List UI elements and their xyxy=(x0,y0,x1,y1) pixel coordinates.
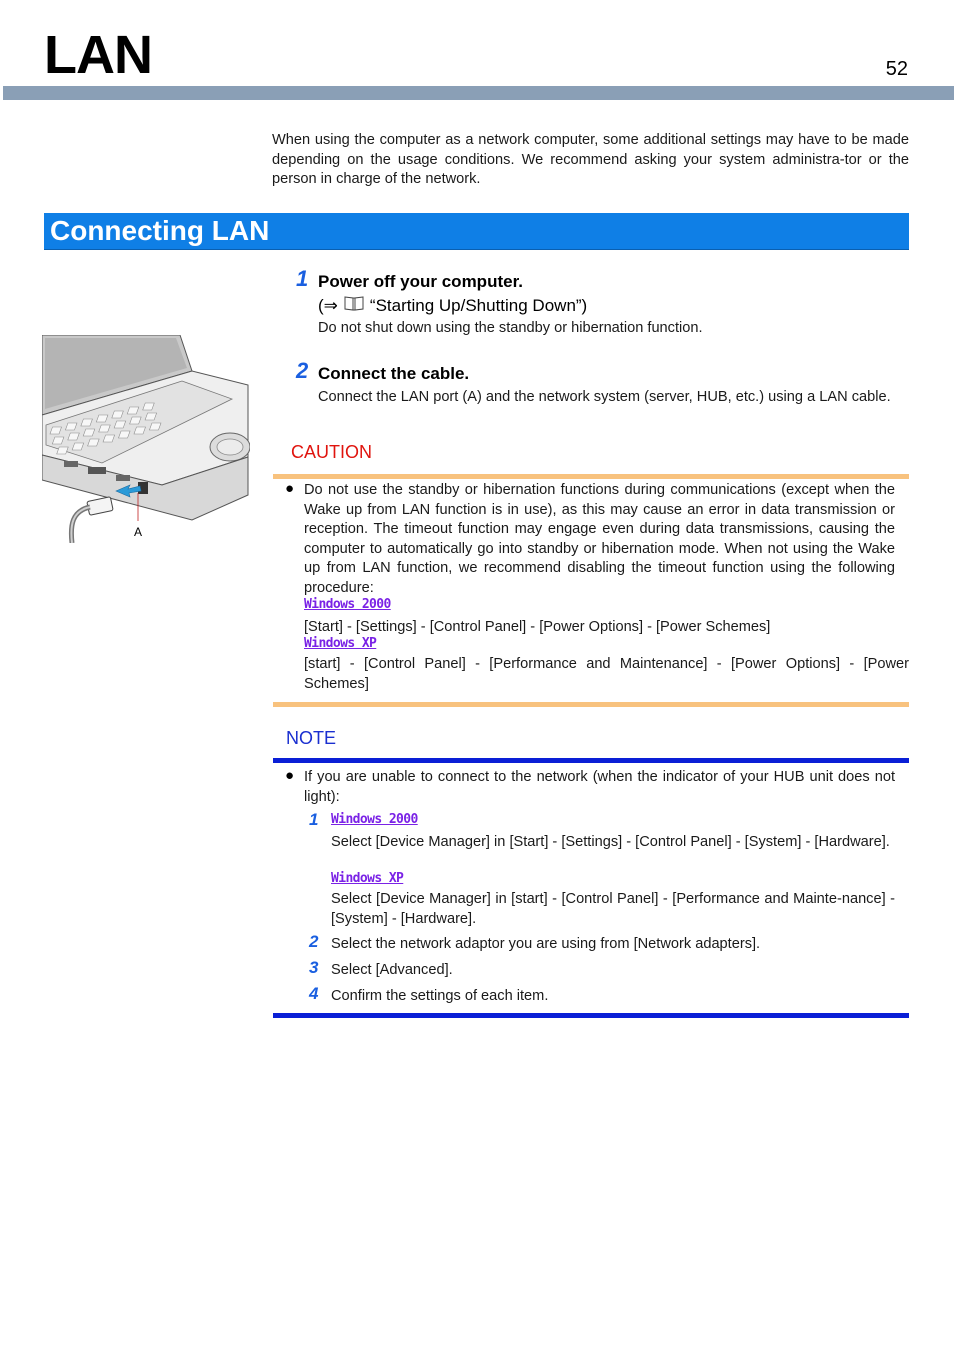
note-item-2-number: 2 xyxy=(309,932,319,951)
note-bullet: ● xyxy=(285,767,295,784)
section-title: Connecting LAN xyxy=(50,215,270,246)
step-1-title: Power off your computer. xyxy=(318,272,523,291)
page-title: LAN xyxy=(44,25,152,85)
caution-windows-xp-path: [start] - [Control Panel] - [Performance and Maintenance] - [Power Options] - [Power Schemes] xyxy=(304,656,909,692)
caution-windows-xp-link[interactable]: Windows XP xyxy=(304,636,377,651)
reference-prefix: (⇒ xyxy=(318,295,338,315)
step-2-detail: Connect the LAN port (A) and the network system (server, HUB, etc.) using a LAN cable. xyxy=(318,389,891,405)
caution-label: CAUTION xyxy=(291,442,372,462)
illustration-callout-label: A xyxy=(134,525,143,539)
book-icon xyxy=(344,295,364,316)
caution-bullet: ● xyxy=(285,480,295,497)
note-item-4-text: Confirm the settings of each item. xyxy=(331,988,549,1004)
page-number: 52 xyxy=(885,58,908,80)
note-windows-2000-link[interactable]: Windows 2000 xyxy=(331,812,418,827)
step-2-number: 2 xyxy=(296,358,309,383)
note-item-4-number: 4 xyxy=(309,984,319,1003)
caution-bottom-rule xyxy=(273,702,909,707)
laptop-lan-illustration xyxy=(42,335,250,543)
note-text: If you are unable to connect to the network (when the indicator of your HUB unit does not light): xyxy=(304,769,895,805)
note-item-3-number: 3 xyxy=(309,958,319,977)
note-top-rule xyxy=(273,758,909,763)
reference-link[interactable]: “Starting Up/Shutting Down”) xyxy=(369,295,588,315)
laptop-illustration-icon xyxy=(42,335,250,543)
note-label: NOTE xyxy=(286,728,337,748)
caution-text: Do not use the standby or hibernation functions during communications (except when the Wake up from LAN function is in use), as this may cause an error in data transmission or reception. The timeout function may engage even during data transmissions, causing the computer to automatically go into standby or hibernation mode. When not using the Wake up from LAN function, we recommend disabling the timeout function using the following procedure: xyxy=(304,482,895,596)
step-1-reference xyxy=(318,295,587,316)
caution-windows-2000-link[interactable]: Windows 2000 xyxy=(304,597,391,612)
note-item-2-text: Select the network adaptor you are using from [Network adapters]. xyxy=(331,936,761,952)
note-item-3-text: Select [Advanced]. xyxy=(331,962,453,978)
step-1-number: 1 xyxy=(296,266,309,291)
note-windows-2000-text: Select [Device Manager] in [Start] - [Settings] - [Control Panel] - [System] - [Hardware]. xyxy=(331,834,890,850)
intro-paragraph: When using the computer as a network computer, some additional settings may have to be made depending on the usage conditions. We recommend asking your system administra-tor or the person in charge of the network. xyxy=(272,132,909,188)
note-bottom-rule xyxy=(273,1013,909,1018)
note-item-1-number: 1 xyxy=(309,810,319,829)
caution-windows-2000-path: [Start] - [Settings] - [Control Panel] - [Power Options] - [Power Schemes] xyxy=(304,619,771,635)
step-1-detail: Do not shut down using the standby or hibernation function. xyxy=(318,320,703,336)
step-2-title: Connect the cable. xyxy=(318,364,470,383)
header-divider-bar xyxy=(3,86,954,100)
note-windows-xp-text: Select [Device Manager] in [start] - [Control Panel] - [Performance and Mainte-nance] - [System] - [Hardware]. xyxy=(331,891,895,927)
caution-top-rule xyxy=(273,474,909,479)
note-windows-xp-link[interactable]: Windows XP xyxy=(331,871,404,886)
